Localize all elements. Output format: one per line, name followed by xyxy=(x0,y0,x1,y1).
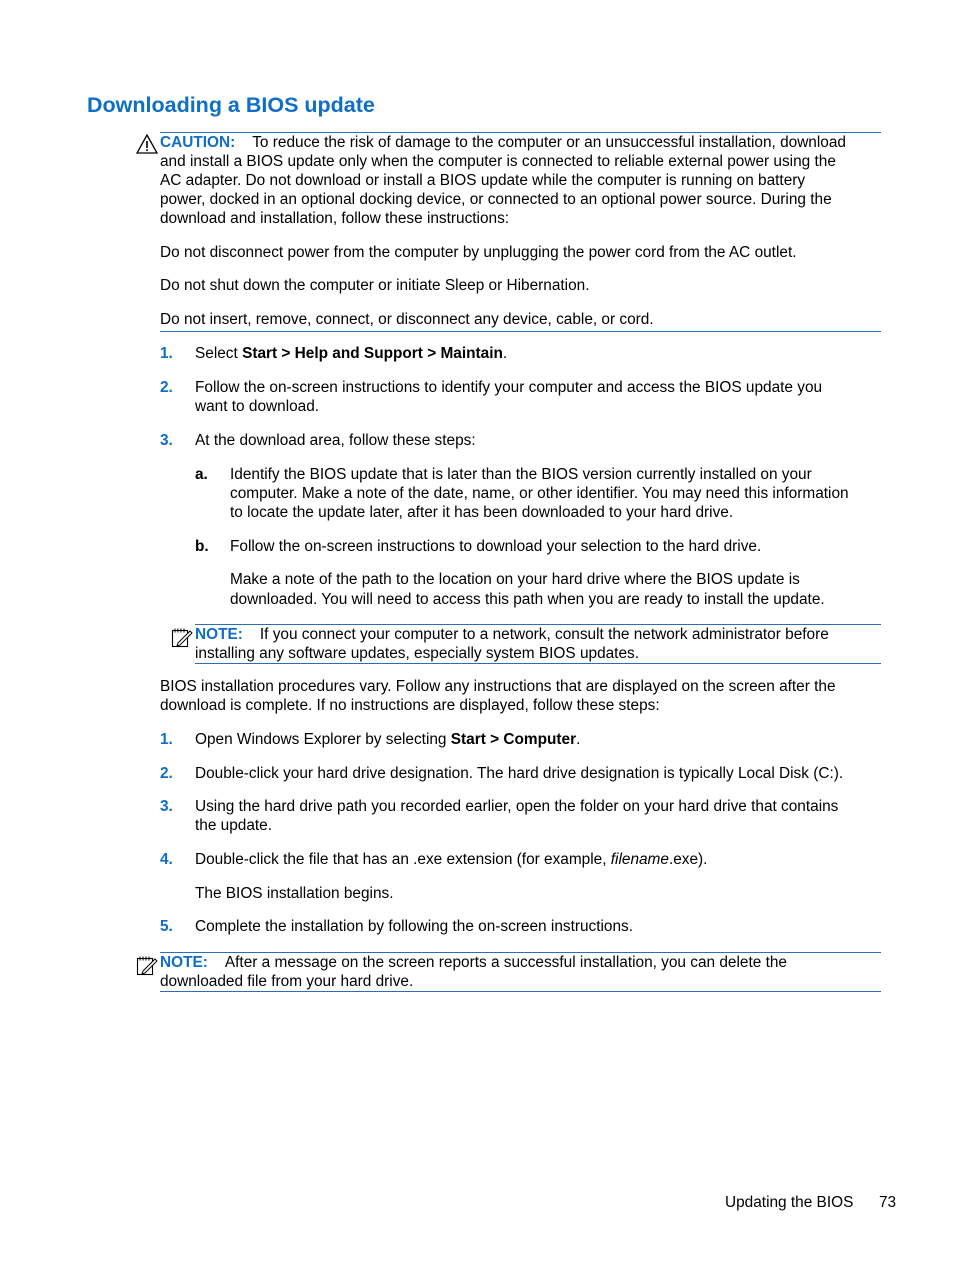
note2-line-2: downloaded file from your hard drive. xyxy=(160,973,414,990)
body-paragraph: BIOS installation procedures vary. Follow any instructions that are displayed on the screen after the xyxy=(160,678,836,695)
footer-section-title: Updating the BIOS xyxy=(725,1194,854,1211)
note1-label: NOTE: xyxy=(195,626,243,643)
substep-note: Make a note of the path to the location on your hard drive where the BIOS update is xyxy=(230,571,800,588)
substep-text: Identify the BIOS update that is later than the BIOS version currently installed on your xyxy=(230,466,812,483)
warning-icon xyxy=(136,134,158,154)
step-text: At the download area, follow these steps: xyxy=(195,432,476,449)
note2-bottom-rule xyxy=(160,991,881,992)
step-number: 3. xyxy=(160,798,173,815)
caution-item-1: Do not disconnect power from the computer by unplugging the power cord from the AC outlet. xyxy=(160,244,797,261)
step-text: Double-click your hard drive designation. The hard drive designation is typically Local Disk (C:). xyxy=(195,765,844,782)
step-text: Using the hard drive path you recorded earlier, open the folder on your hard drive that contains xyxy=(195,798,839,815)
note-icon xyxy=(171,627,193,649)
step-number: 2. xyxy=(160,765,173,782)
step-text: want to download. xyxy=(195,398,320,415)
step-text: Select Start > Help and Support > Maintain. xyxy=(195,345,508,362)
substep-text: to locate the update later, after it has been downloaded to your hard drive. xyxy=(230,504,734,521)
note2-line-1: NOTE: After a message on the screen reports a successful installation, you can delete the xyxy=(160,954,787,971)
body-paragraph: download is complete. If no instructions are displayed, follow these steps: xyxy=(160,697,660,714)
caution-line-5: download and installation, follow these instructions: xyxy=(160,210,510,227)
caution-line-2: and install a BIOS update only when the computer is connected to reliable external power using the xyxy=(160,153,836,170)
step-text: Follow the on-screen instructions to identify your computer and access the BIOS update you xyxy=(195,379,823,396)
step-text: Complete the installation by following the on-screen instructions. xyxy=(195,918,634,935)
footer-page-number: 73 xyxy=(879,1194,897,1211)
substep-note: downloaded. You will need to access this path when you are ready to install the update. xyxy=(230,591,825,608)
step-number: 1. xyxy=(160,345,173,362)
caution-line-4: power, docked in an optional docking device, or connected to an optional power source. During the xyxy=(160,191,832,208)
step-number: 2. xyxy=(160,379,173,396)
step-text: Double-click the file that has an .exe extension (for example, filename.exe). xyxy=(195,851,708,868)
caution-line-1: CAUTION: To reduce the risk of damage to the computer or an unsuccessful installation, download xyxy=(160,134,846,151)
page-title: Downloading a BIOS update xyxy=(87,93,375,117)
caution-item-2: Do not shut down the computer or initiate Sleep or Hibernation. xyxy=(160,277,590,294)
caution-label: CAUTION: xyxy=(160,134,236,151)
step-number: 5. xyxy=(160,918,173,935)
substep-text: computer. Make a note of the date, name, or other identifier. You may need this information xyxy=(230,485,849,502)
step-number: 4. xyxy=(160,851,173,868)
note1-bottom-rule xyxy=(195,663,881,664)
note-icon xyxy=(136,955,158,977)
substep-text: Follow the on-screen instructions to download your selection to the hard drive. xyxy=(230,538,762,555)
note2-label: NOTE: xyxy=(160,954,208,971)
note1-line-1: NOTE: If you connect your computer to a network, consult the network administrator before xyxy=(195,626,829,643)
caution-bottom-rule xyxy=(160,331,881,332)
substep-label: a. xyxy=(195,466,208,483)
caution-line-3: AC adapter. Do not download or install a BIOS update while the computer is running on battery xyxy=(160,172,806,189)
step-result: The BIOS installation begins. xyxy=(195,885,394,902)
substep-label: b. xyxy=(195,538,209,555)
note1-line-2: installing any software updates, especially system BIOS updates. xyxy=(195,645,639,662)
caution-item-3: Do not insert, remove, connect, or disconnect any device, cable, or cord. xyxy=(160,311,654,328)
step-number: 3. xyxy=(160,432,173,449)
step-text: the update. xyxy=(195,817,273,834)
step-text: Open Windows Explorer by selecting Start > Computer. xyxy=(195,731,581,748)
step-number: 1. xyxy=(160,731,173,748)
